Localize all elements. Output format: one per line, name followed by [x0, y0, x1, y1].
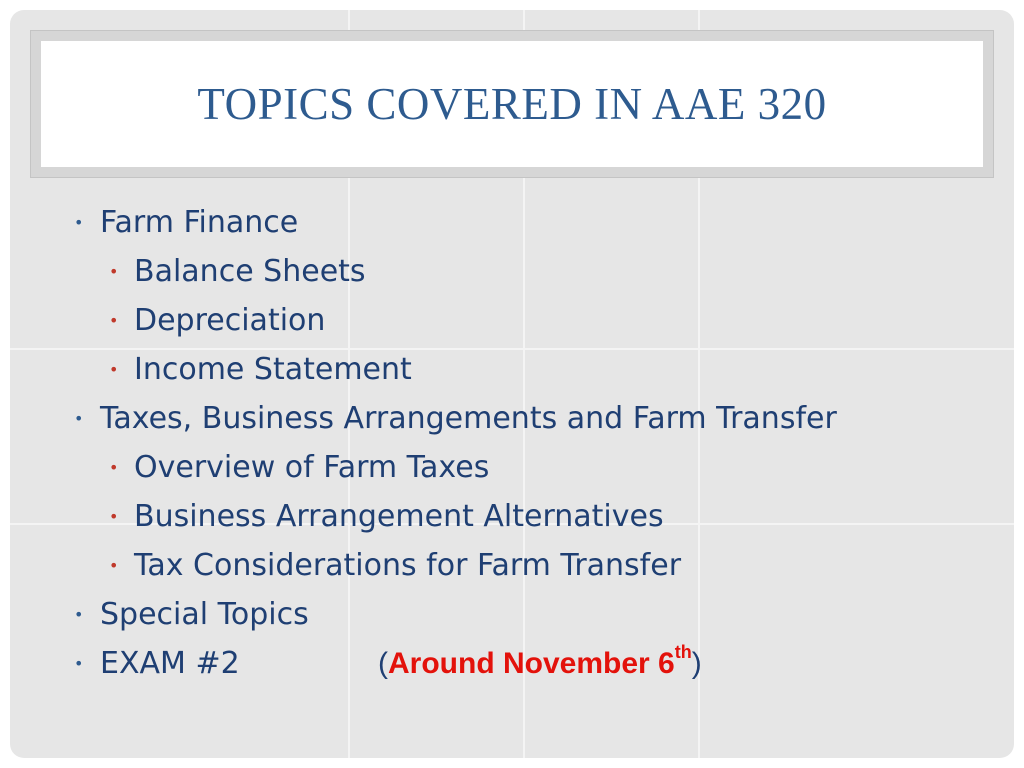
bullet-dot-icon: • — [109, 507, 119, 526]
exam-note-open-paren: ( — [378, 647, 388, 680]
bullet-text: Tax Considerations for Farm Transfer — [134, 548, 682, 583]
bullet-item — [72, 198, 837, 247]
exam-date-note — [378, 639, 702, 688]
bullet-text: Business Arrangement Alternatives — [134, 499, 664, 534]
bullet-text: Balance Sheets — [134, 254, 366, 289]
bullet-text: Income Statement — [134, 352, 412, 387]
bullet-dot-icon: • — [109, 458, 119, 477]
bullet-item — [72, 394, 837, 443]
bullet-text: Overview of Farm Taxes — [134, 450, 490, 485]
sub-bullet-item — [72, 345, 837, 394]
sub-bullet-item — [72, 492, 837, 541]
bullet-dot-icon: • — [109, 360, 119, 379]
bullet-dot-icon: • — [109, 556, 119, 575]
bullet-list — [72, 198, 837, 688]
bullet-dot-icon: • — [109, 311, 119, 330]
title-frame — [30, 30, 994, 178]
slide-title: TOPICS COVERED IN AAE 320 — [197, 79, 827, 129]
bullet-item-exam — [72, 639, 837, 688]
bullet-dot-icon: • — [74, 213, 84, 232]
bullet-text: EXAM #2 — [100, 646, 240, 681]
sub-bullet-item — [72, 247, 837, 296]
bullet-text: Farm Finance — [100, 205, 299, 240]
bullet-dot-icon: • — [109, 262, 119, 281]
slide — [10, 10, 1014, 758]
exam-note-close-paren: ) — [691, 647, 702, 680]
sub-bullet-item — [72, 443, 837, 492]
exam-date-ordinal: th — [674, 642, 692, 662]
sub-bullet-item — [72, 296, 837, 345]
bullet-item — [72, 590, 837, 639]
sub-bullet-item — [72, 541, 837, 590]
exam-date-text: Around November 6 — [388, 647, 675, 680]
bullet-text: Taxes, Business Arrangements and Farm Transfer — [100, 401, 837, 436]
bullet-text: Special Topics — [100, 597, 309, 632]
bullet-dot-icon: • — [74, 605, 84, 624]
bullet-dot-icon: • — [74, 654, 84, 673]
title-box — [41, 41, 983, 167]
bullet-dot-icon: • — [74, 409, 84, 428]
bullet-text: Depreciation — [134, 303, 326, 338]
exam-date-highlight — [388, 642, 692, 680]
